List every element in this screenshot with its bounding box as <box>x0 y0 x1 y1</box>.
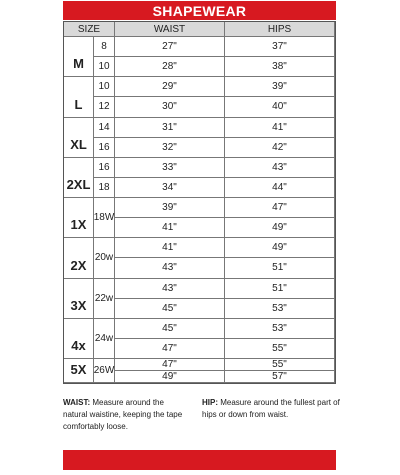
size-label: 1X <box>64 198 94 238</box>
hips-value: 57" <box>225 371 335 383</box>
waist-value: 45" <box>115 299 225 319</box>
waist-value: 31" <box>115 118 225 138</box>
footer-bar <box>63 450 336 470</box>
waist-value: 32" <box>115 138 225 158</box>
sub-size: 18 <box>94 178 115 198</box>
sub-size: 26W <box>94 359 115 383</box>
waist-value: 47" <box>115 359 225 371</box>
size-label: 3X <box>64 279 94 319</box>
waist-value: 39" <box>115 198 225 218</box>
waist-value: 34" <box>115 178 225 198</box>
waist-note-label: WAIST: <box>63 398 91 407</box>
hips-value: 40" <box>225 97 335 117</box>
waist-value: 41" <box>115 238 225 258</box>
hips-value: 53" <box>225 299 335 319</box>
size-label: XL <box>64 118 94 158</box>
column-header-waist: WAIST <box>115 22 225 37</box>
hips-value: 49" <box>225 238 335 258</box>
size-label: 2XL <box>64 158 94 198</box>
hips-value: 42" <box>225 138 335 158</box>
size-label: 2X <box>64 238 94 278</box>
waist-value: 43" <box>115 258 225 278</box>
sub-size: 20w <box>94 238 115 278</box>
sub-size: 16 <box>94 138 115 158</box>
hip-note <box>202 397 342 421</box>
hips-value: 53" <box>225 319 335 339</box>
waist-value: 27" <box>115 37 225 57</box>
hips-value: 55" <box>225 339 335 359</box>
sub-size: 24w <box>94 319 115 359</box>
hips-value: 49" <box>225 218 335 238</box>
waist-value: 30" <box>115 97 225 117</box>
column-header-size: SIZE <box>64 22 115 37</box>
sub-size: 10 <box>94 57 115 77</box>
hips-value: 38" <box>225 57 335 77</box>
waist-note <box>63 397 188 433</box>
hip-note-label: HIP: <box>202 398 218 407</box>
waist-value: 29" <box>115 77 225 97</box>
sub-size: 22w <box>94 279 115 319</box>
hips-value: 41" <box>225 118 335 138</box>
hips-value: 43" <box>225 158 335 178</box>
sub-size: 8 <box>94 37 115 57</box>
size-label: M <box>64 37 94 77</box>
waist-value: 33" <box>115 158 225 178</box>
sub-size: 16 <box>94 158 115 178</box>
waist-value: 49" <box>115 371 225 383</box>
waist-value: 41" <box>115 218 225 238</box>
sub-size: 14 <box>94 118 115 138</box>
size-label: 5X <box>64 359 94 383</box>
waist-value: 47" <box>115 339 225 359</box>
chart-title: SHAPEWEAR <box>63 1 336 20</box>
hips-value: 51" <box>225 279 335 299</box>
hips-value: 44" <box>225 178 335 198</box>
sub-size: 10 <box>94 77 115 97</box>
hips-value: 39" <box>225 77 335 97</box>
hips-value: 51" <box>225 258 335 278</box>
sub-size: 12 <box>94 97 115 117</box>
waist-value: 43" <box>115 279 225 299</box>
hips-value: 55" <box>225 359 335 371</box>
hip-note-text: Measure around the fullest part of hips or down from waist. <box>202 398 340 419</box>
waist-value: 28" <box>115 57 225 77</box>
size-label: L <box>64 77 94 117</box>
hips-value: 47" <box>225 198 335 218</box>
waist-value: 45" <box>115 319 225 339</box>
size-chart-table <box>63 21 336 384</box>
sub-size: 18W <box>94 198 115 238</box>
column-header-hips: HIPS <box>225 22 335 37</box>
size-label: 4x <box>64 319 94 359</box>
waist-note-text: Measure around the natural waistine, keeping the tape comfortably loose. <box>63 398 183 431</box>
hips-value: 37" <box>225 37 335 57</box>
